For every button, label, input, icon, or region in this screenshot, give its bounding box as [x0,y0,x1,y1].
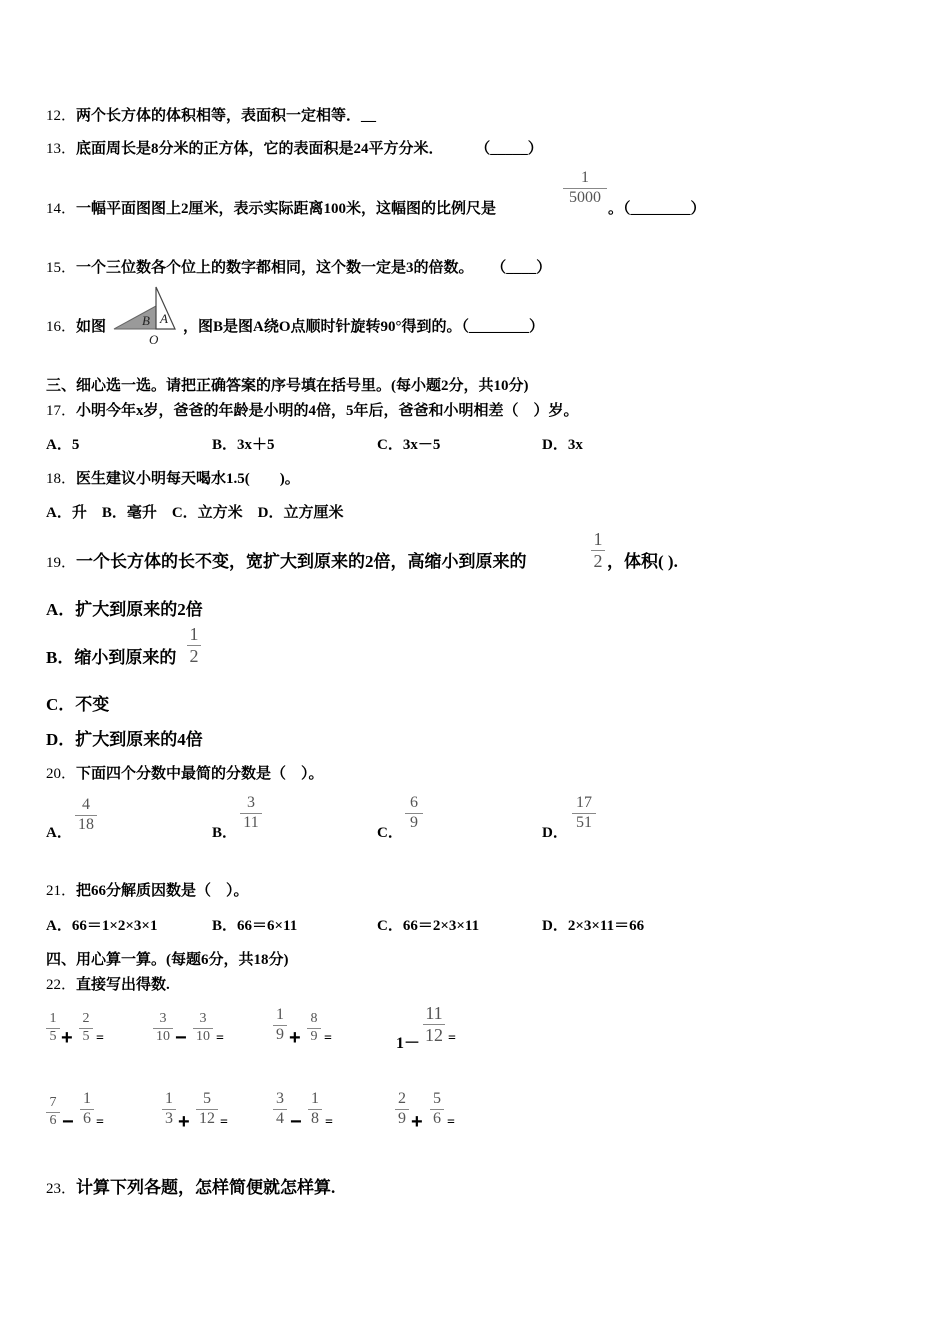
question-number: 12． [46,108,77,124]
question-13 [46,137,543,158]
calc-5-operator: − [62,1111,74,1133]
question-number: 18． [46,471,77,487]
calc-1-frac-a: 1 5 [46,1012,60,1044]
option-c: C．66＝2×3×11 [377,918,480,934]
answer-paren: （____） [491,260,552,276]
option-d-label: D． [542,825,568,841]
calc-4-lead: 1－ [396,1035,421,1052]
figure-label-o: O [149,332,159,346]
question-text: 把66分解质因数是（ ）。 [76,883,249,899]
section-3-title: 三、细心选一选。请把正确答案的序号填在括号里。(每小题2分，共10分) [46,378,529,394]
question-number: 23． [46,1181,77,1197]
question-text-pre: 如图 [76,319,107,335]
calc-3-equals: = [324,1031,332,1046]
question-17 [46,399,579,420]
calc-4-equals: = [448,1031,456,1046]
calc-8-frac-a: 2 9 [395,1091,409,1128]
option-b-label: B． [212,825,238,841]
calc-7-frac-a: 3 4 [273,1091,287,1128]
question-text: 医生建议小明每天喝水1.5( )。 [76,471,300,487]
question-text: 一个长方体的长不变，宽扩大到原来的2倍，高缩小到原来的 [76,552,527,571]
calc-1-frac-b: 2 5 [79,1012,93,1044]
question-text: 直接写出得数. [76,977,170,993]
calc-2-frac-b: 3 10 [193,1012,213,1044]
question-20 [46,762,324,783]
question-number: 16． [46,319,77,335]
scale-fraction: 1 5000 [563,170,607,207]
calc-7-operator: − [290,1111,302,1133]
calc-7-equals: = [325,1115,333,1130]
question-19-tail: ，体积( ). [607,552,678,571]
calc-3-frac-b: 8 9 [307,1012,321,1044]
section-4-title: 四、用心算一算。(每题6分，共18分) [46,952,289,968]
question-number: 22． [46,977,77,993]
question-14-tail: 。（________） [608,201,706,217]
calc-5-frac-a: 7 6 [46,1096,60,1128]
option-d: D．3x [542,437,583,453]
calc-3-frac-a: 1 9 [273,1007,287,1044]
half-fraction: 1 2 [591,530,605,571]
calc-6-equals: = [220,1115,228,1130]
calc-6-frac-b: 5 12 [196,1091,218,1128]
calc-2-equals: = [216,1031,224,1046]
calc-8-equals: = [447,1115,455,1130]
calc-7-frac-b: 1 8 [308,1091,322,1128]
question-14 [46,197,496,218]
question-16 [46,315,106,336]
options-line: A．升 B．毫升 C．立方米 D．立方厘米 [46,505,344,521]
question-number: 15． [46,260,77,276]
question-16-text: ，图B是图A绕O点顺时针旋转90°得到的。（________） [183,319,545,335]
question-number: 20． [46,766,77,782]
question-number: 17． [46,403,77,419]
question-22 [46,973,170,994]
answer-blank: __ [361,108,377,124]
question-text: 两个长方体的体积相等，表面积一定相等． [76,108,362,124]
option-a: A．66＝1×2×3×1 [46,918,158,934]
option-a: A．扩大到原来的2倍 [46,600,203,619]
answer-paren: （_____） [475,141,543,157]
calc-5-frac-b: 1 6 [80,1091,94,1128]
option-a-fraction: 4 18 [75,797,97,834]
calc-8-frac-b: 5 6 [430,1091,444,1128]
question-23 [46,1173,335,1198]
calc-2-frac-a: 3 10 [153,1012,173,1044]
rotation-figure [111,284,183,346]
question-text: 计算下列各题，怎样简便就怎样算. [76,1178,336,1197]
option-b: B．缩小到原来的 [46,648,177,667]
option-c: C．不变 [46,695,110,714]
calc-6-frac-a: 1 3 [162,1091,176,1128]
calc-1-operator: + [61,1027,73,1049]
option-c-label: C． [377,825,403,841]
option-c: C．3x－5 [377,437,441,453]
option-b-fraction: 3 11 [240,795,262,832]
question-21 [46,879,249,900]
question-12 [46,104,376,125]
calc-3-operator: + [289,1027,301,1049]
question-18 [46,467,300,488]
figure-label-a: A [160,311,168,326]
question-number: 13． [46,141,77,157]
option-b-fraction: 1 2 [187,625,201,666]
option-d-fraction: 17 51 [572,795,596,832]
option-b: B．3x＋5 [212,437,275,453]
calc-5-equals: = [96,1115,104,1130]
question-number: 19． [46,555,77,571]
option-b: B．66＝6×11 [212,918,298,934]
calc-2-operator: − [175,1027,187,1049]
question-text: 下面四个分数中最简的分数是（ ）。 [76,766,324,782]
option-d: D．2×3×11＝66 [542,918,645,934]
calc-1-equals: = [96,1031,104,1046]
question-text: 小明今年x岁，爸爸的年龄是小明的4倍，5年后，爸爸和小明相差（ ）岁。 [76,403,579,419]
option-c-fraction: 6 9 [405,795,423,832]
question-text: 一个三位数各个位上的数字都相同，这个数一定是3的倍数。 [76,260,474,276]
calc-6-operator: + [178,1111,190,1133]
question-text: 一幅平面图图上2厘米，表示实际距离100米，这幅图的比例尺是 [76,201,497,217]
figure-label-b: B [142,313,150,328]
option-d: D．扩大到原来的4倍 [46,730,203,749]
question-15 [46,256,551,277]
question-number: 21． [46,883,77,899]
option-a-label: A． [46,825,72,841]
calc-4-frac-b: 11 12 [425,1003,443,1045]
question-number: 14． [46,201,77,217]
question-text: 底面周长是8分米的正方体，它的表面积是24平方分米． [76,141,444,157]
option-a: A．5 [46,437,80,453]
calc-8-operator: + [411,1111,423,1133]
question-19 [46,547,527,572]
